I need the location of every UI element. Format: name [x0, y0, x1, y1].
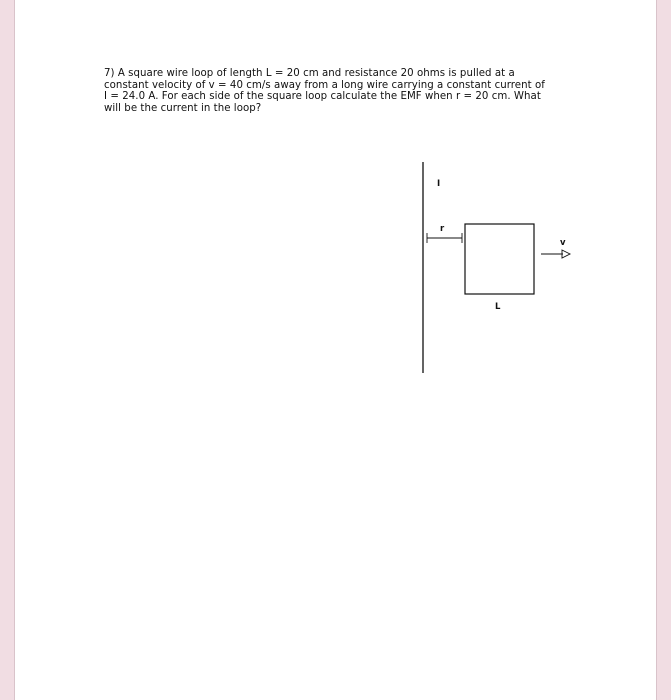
problem-line-3: I = 24.0 A. For each side of the square loop calculate the EMF when r = 20 cm. What — [104, 91, 541, 103]
velocity-label: v — [560, 238, 566, 248]
problem-line-4: will be the current in the loop? — [104, 102, 262, 114]
velocity-arrow-head — [562, 250, 570, 258]
current-label: I — [437, 179, 441, 189]
problem-line-2: constant velocity of v = 40 cm/s away from a long wire carrying a constant current of — [104, 79, 545, 91]
distance-label: r — [440, 224, 445, 234]
square-loop — [465, 224, 534, 294]
length-label: L — [495, 302, 501, 312]
problem-line-1: 7) A square wire loop of length L = 20 cm and resistance 20 ohms is pulled at a — [104, 68, 515, 79]
